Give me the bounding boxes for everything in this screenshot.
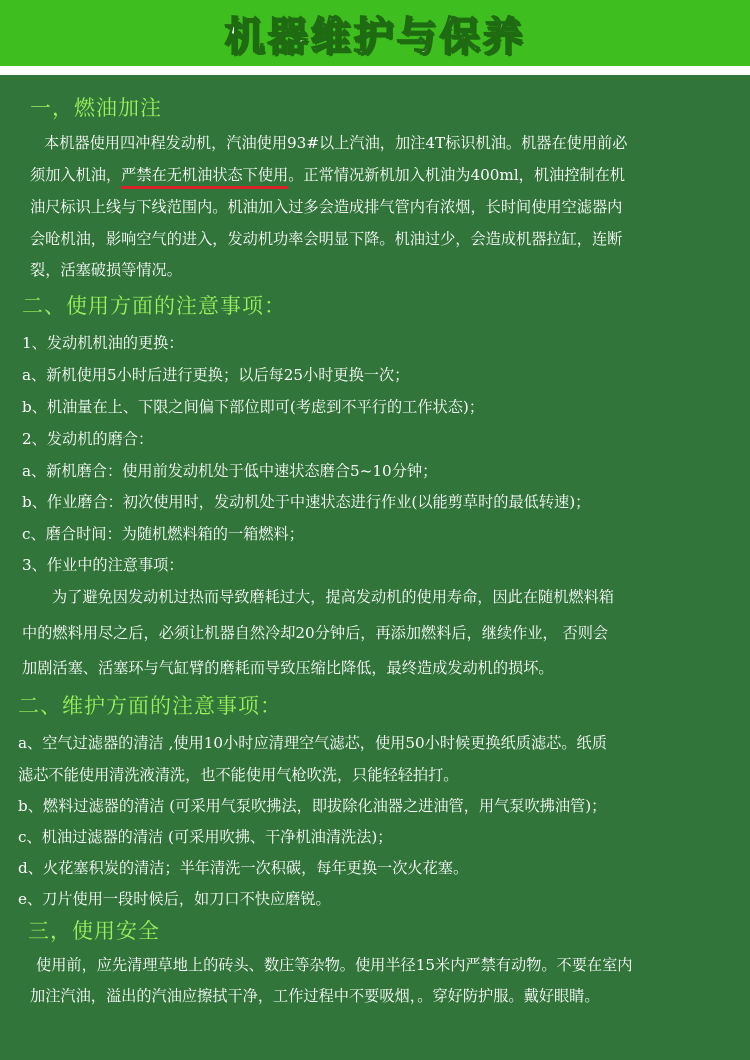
maintenance-item: c、机油过滤器的清洁 (可采用吹拂、干净机油清洗法)； bbox=[18, 828, 393, 846]
page-title: 机器维护与保养 bbox=[224, 13, 526, 60]
title-divider bbox=[0, 66, 750, 75]
no-oil-warning: 严禁在无机油状态下使用 bbox=[121, 166, 288, 189]
usage-item: b、作业磨合：初次使用时，发动机处于中速状态进行作业(以能剪草时的最低转速)； bbox=[22, 493, 591, 511]
usage-item: 3、作业中的注意事项： bbox=[22, 556, 184, 574]
usage-paragraph-line: 加剧活塞、活塞环与气缸臂的磨耗而导致压缩比降低，最终造成发动机的损坏。 bbox=[22, 659, 554, 677]
maintenance-item: e、刀片使用一段时候后，如刀口不快应磨锐。 bbox=[18, 890, 331, 908]
title-banner bbox=[0, 0, 750, 66]
section-heading-fuel: 一，燃油加注 bbox=[30, 96, 162, 120]
safety-paragraph-line: 使用前，应先清理草地上的砖头、数庄等杂物。使用半径15米内严禁有动物。不要在室内 bbox=[36, 956, 633, 974]
maintenance-item: d、火花塞积炭的清洁；半年清洗一次积碳，每年更换一次火花塞。 bbox=[18, 859, 469, 877]
usage-paragraph-line: 为了避免因发动机过热而导致磨耗过大，提高发动机的使用寿命，因此在随机燃料箱 bbox=[52, 588, 614, 606]
safety-paragraph-line: 加注汽油，溢出的汽油应擦拭干净，工作过程中不要吸烟，。穿好防护服。戴好眼睛。 bbox=[30, 987, 600, 1005]
maintenance-item: a、空气过滤器的清洁 ,使用10小时应清理空气滤芯，使用50小时候更换纸质滤芯。纸质 bbox=[18, 734, 607, 752]
fuel-paragraph-line: 油尺标识上线与下线范围内。机油加入过多会造成排气管内有浓烟，长时间使用空滤器内 bbox=[30, 198, 623, 216]
fuel-paragraph-line: 会呛机油，影响空气的进入，发动机功率会明显下降。机油过少，会造成机器拉缸，连断 bbox=[30, 230, 623, 248]
usage-item: 2、发动机的磨合： bbox=[22, 430, 154, 448]
usage-item: c、磨合时间：为随机燃料箱的一箱燃料； bbox=[22, 525, 304, 543]
maintenance-item: b、燃料过滤器的清洁 (可采用气泵吹拂法，即拔除化油器之进油管，用气泵吹拂油管)； bbox=[18, 797, 607, 815]
usage-item: 1、发动机机油的更换： bbox=[22, 334, 184, 352]
fuel-paragraph-line: 裂，活塞破损等情况。 bbox=[30, 261, 182, 279]
section-heading-maintenance: 二、维护方面的注意事项： bbox=[18, 694, 282, 718]
maintenance-item: 滤芯不能使用清洗液清洗，也不能使用气枪吹洗，只能轻轻拍打。 bbox=[18, 766, 459, 784]
fuel-text-before-warning: 须加入机油， bbox=[30, 166, 122, 184]
usage-item: a、新机磨合：使用前发动机处于低中速状态磨合5~10分钟； bbox=[22, 462, 438, 480]
usage-item: b、机油量在上、下限之间偏下部位即可(考虑到不平行的工作状态)； bbox=[22, 398, 485, 416]
usage-item: a、新机使用5小时后进行更换；以后每25小时更换一次； bbox=[22, 366, 410, 384]
section-heading-safety: 三，使用安全 bbox=[28, 919, 160, 943]
usage-paragraph-line: 中的燃料用尽之后，必须让机器自然冷却20分钟后，再添加燃料后，继续作业， 否则会 bbox=[22, 624, 609, 642]
fuel-text-after-warning: 。正常情况新机加入机油为400ml，机油控制在机 bbox=[288, 166, 625, 184]
fuel-paragraph-line bbox=[30, 165, 625, 189]
fuel-paragraph-line: 本机器使用四冲程发动机，汽油使用93#以上汽油，加注4T标识机油。机器在使用前必 bbox=[44, 134, 628, 152]
section-heading-usage: 二、使用方面的注意事项： bbox=[22, 294, 286, 318]
